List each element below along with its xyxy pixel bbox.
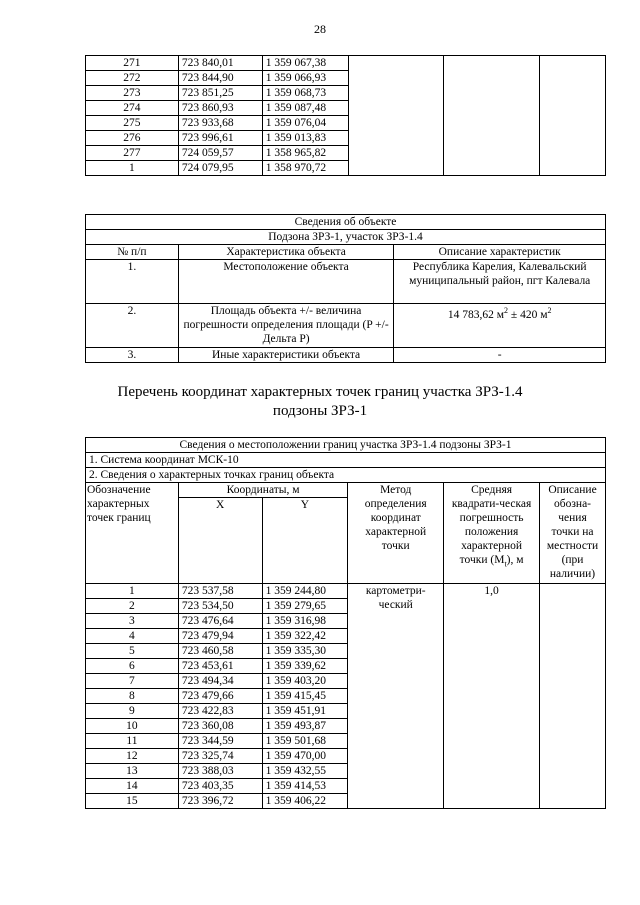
empty-cell [444, 56, 540, 176]
header-point-description: Описание обозна-чения точки на местности (при наличии) [540, 483, 606, 584]
x-coordinate: 723 996,61 [178, 131, 262, 146]
y-coordinate: 1 359 415,45 [262, 689, 348, 704]
y-coordinate: 1 359 279,65 [262, 599, 348, 614]
y-coordinate: 1 359 076,04 [262, 116, 348, 131]
x-coordinate: 723 325,74 [178, 749, 262, 764]
point-number: 9 [86, 704, 179, 719]
point-number: 275 [86, 116, 179, 131]
method-value: картометри-ческий [348, 584, 444, 809]
x-coordinate: 723 453,61 [178, 659, 262, 674]
y-coordinate: 1 359 414,53 [262, 779, 348, 794]
area-value: 14 783,62 $м^2 \pm 420$ $м^2$ [394, 304, 606, 348]
point-number: 12 [86, 749, 179, 764]
x-coordinate: 723 844,90 [178, 71, 262, 86]
y-coordinate: 1 359 451,91 [262, 704, 348, 719]
boundary-points-table [85, 437, 606, 809]
description-cell [540, 584, 606, 809]
point-number: 1 [86, 584, 179, 599]
point-number: 8 [86, 689, 179, 704]
y-coordinate: 1 359 322,42 [262, 629, 348, 644]
empty-cell [348, 56, 444, 176]
header-method: Метод определения координат характерной точки [348, 483, 444, 584]
table-row [86, 56, 606, 71]
row-value: - [394, 348, 606, 363]
y-coordinate: 1 358 965,82 [262, 146, 348, 161]
x-coordinate: 723 537,58 [178, 584, 262, 599]
x-coordinate: 723 360,08 [178, 719, 262, 734]
y-coordinate: 1 359 339,62 [262, 659, 348, 674]
row-characteristic: Площадь объекта +/- величина погрешности определения площади (P +/- Дельта P) [178, 304, 394, 348]
table-row [86, 584, 606, 599]
x-coordinate: 723 388,03 [178, 764, 262, 779]
x-coordinate: 723 476,64 [178, 614, 262, 629]
x-coordinate: 723 396,72 [178, 794, 262, 809]
x-coordinate: 723 344,59 [178, 734, 262, 749]
point-number: 1 [86, 161, 179, 176]
y-coordinate: 1 359 066,93 [262, 71, 348, 86]
points-info-row: 2. Сведения о характерных точках границ объекта [86, 468, 606, 483]
error-value: 1,0 [444, 584, 540, 809]
y-coordinate: 1 359 432,55 [262, 764, 348, 779]
point-number: 274 [86, 101, 179, 116]
x-coordinate: 723 479,94 [178, 629, 262, 644]
point-number: 14 [86, 779, 179, 794]
header-number: № п/п [86, 245, 179, 260]
header-characteristic: Характеристика объекта [178, 245, 394, 260]
point-number: 7 [86, 674, 179, 689]
point-number: 272 [86, 71, 179, 86]
y-coordinate: 1 359 067,38 [262, 56, 348, 71]
y-coordinate: 1 359 406,22 [262, 794, 348, 809]
x-coordinate: 723 851,25 [178, 86, 262, 101]
header-coordinates: Координаты, м [178, 483, 347, 498]
y-coordinate: 1 359 316,98 [262, 614, 348, 629]
y-coordinate: 1 359 493,87 [262, 719, 348, 734]
object-info-table [85, 214, 606, 363]
y-coordinate: 1 359 244,80 [262, 584, 348, 599]
x-coordinate: 723 840,01 [178, 56, 262, 71]
point-number: 6 [86, 659, 179, 674]
point-number: 5 [86, 644, 179, 659]
y-coordinate: 1 359 403,20 [262, 674, 348, 689]
page-number: 28 [314, 22, 326, 36]
y-coordinate: 1 359 501,68 [262, 734, 348, 749]
row-characteristic: Иные характеристики объекта [178, 348, 394, 363]
y-coordinate: 1 359 087,48 [262, 101, 348, 116]
object-info-title: Сведения об объекте [86, 215, 606, 230]
header-designation: Обозначение характерных точек границ [86, 483, 179, 584]
x-coordinate: 723 494,34 [178, 674, 262, 689]
x-coordinate: 723 933,68 [178, 116, 262, 131]
header-x: X [178, 498, 262, 584]
point-number: 273 [86, 86, 179, 101]
header-error: Средняя квадрати-ческая погрешность положения характерной точки $(M_t)$, м [444, 483, 540, 584]
point-number: 2 [86, 599, 179, 614]
coordinates-continuation-table [85, 55, 606, 176]
boundary-table-title: Сведения о местоположении границ участка ЗРЗ-1.4 подзоны ЗРЗ-1 [86, 438, 606, 453]
x-coordinate: 723 460,58 [178, 644, 262, 659]
point-number: 3 [86, 614, 179, 629]
x-coordinate: 723 534,50 [178, 599, 262, 614]
header-description: Описание характеристик [394, 245, 606, 260]
y-coordinate: 1 359 470,00 [262, 749, 348, 764]
y-coordinate: 1 359 335,30 [262, 644, 348, 659]
point-number: 277 [86, 146, 179, 161]
x-coordinate: 723 479,66 [178, 689, 262, 704]
point-number: 11 [86, 734, 179, 749]
row-number: 3. [86, 348, 179, 363]
x-coordinate: 724 079,95 [178, 161, 262, 176]
object-info-subtitle: Подзона ЗРЗ-1, участок ЗРЗ-1.4 [86, 230, 606, 245]
x-coordinate: 723 860,93 [178, 101, 262, 116]
section-heading: Перечень координат характерных точек границ участка ЗРЗ-1.4 подзоны ЗРЗ-1 [117, 384, 523, 419]
row-number: 1. [86, 260, 179, 304]
row-number: 2. [86, 304, 179, 348]
x-coordinate: 723 403,35 [178, 779, 262, 794]
point-number: 13 [86, 764, 179, 779]
x-coordinate: 724 059,57 [178, 146, 262, 161]
y-coordinate: 1 359 013,83 [262, 131, 348, 146]
point-number: 276 [86, 131, 179, 146]
header-y: Y [262, 498, 348, 584]
y-coordinate: 1 359 068,73 [262, 86, 348, 101]
empty-cell [540, 56, 606, 176]
coordinate-system-row: 1. Система координат МСК-10 [86, 453, 606, 468]
x-coordinate: 723 422,83 [178, 704, 262, 719]
y-coordinate: 1 358 970,72 [262, 161, 348, 176]
point-number: 271 [86, 56, 179, 71]
point-number: 10 [86, 719, 179, 734]
point-number: 15 [86, 794, 179, 809]
row-value: Республика Карелия, Калевальский муниципальный район, пгт Калевала [394, 260, 606, 304]
point-number: 4 [86, 629, 179, 644]
row-characteristic: Местоположение объекта [178, 260, 394, 304]
